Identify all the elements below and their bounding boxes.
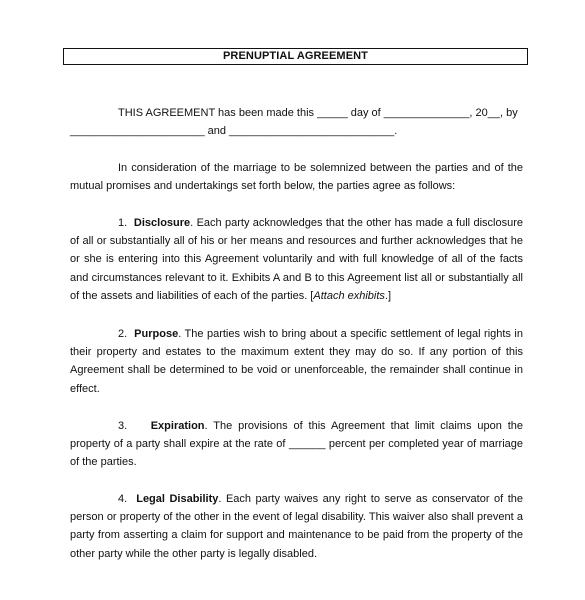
section-heading: Disclosure xyxy=(133,217,191,229)
consideration-text: In consideration of the marriage to be solemnized between the parties and of the mutual promises and undertakings set forth below, the parties agree as follows: xyxy=(70,162,523,193)
section-body: . The provisions of this Agreement that limit claims upon the property of a party shall expire at the rate of ______ percent per completed year of marriage of the parties. xyxy=(70,420,523,469)
section-body: . Each party acknowledges that the other has made a full disclosure of all or substantially all of his or her means and resources and further acknowledges that he or she is entering into this Agreement voluntarily and with full knowledge of all of the facts and circumstances relevant to it. Exhibits A and B to this Agreement list all or substantially all of the assets and liabilities of each of the parties. [ xyxy=(70,217,523,302)
consideration-paragraph xyxy=(70,159,523,195)
section-tail: .] xyxy=(384,289,392,302)
section-disclosure xyxy=(70,214,523,305)
intro-text-1: THIS AGREEMENT has been made this _____ day of ______________, 20__, by xyxy=(118,107,518,119)
section-number: 4. xyxy=(118,493,128,505)
section-number: 2. xyxy=(118,328,128,340)
intro-line-2 xyxy=(70,122,523,140)
section-expiration xyxy=(70,417,523,472)
section-heading: Legal Disability xyxy=(136,493,219,505)
section-legal-disability xyxy=(70,490,523,563)
section-number: 1. xyxy=(118,217,128,229)
section-purpose xyxy=(70,325,523,398)
section-number: 3. xyxy=(118,420,128,432)
section-italic-note: Attach exhibits xyxy=(313,289,385,302)
section-body: . The parties wish to bring about a specific settlement of legal rights in their property and estates to the maximum extent they may do so. If any portion of this Agreement shall be determined to be void or unenforceable, the remainder shall continue in effect. xyxy=(70,328,523,395)
intro-line-1 xyxy=(70,104,523,122)
intro-text-2: ______________________ and ___________________________. xyxy=(70,125,398,137)
section-heading: Purpose xyxy=(134,328,179,340)
section-body: . Each party waives any right to serve as conservator of the person or property of the other in the event of legal disability. This waiver also shall prevent a party from asserting a claim for support and maintenance to be paid from the property of the other party while the other party is legally disabled. xyxy=(70,493,523,560)
document-title: PRENUPTIAL AGREEMENT xyxy=(63,48,528,65)
section-heading: Expiration xyxy=(150,420,205,432)
